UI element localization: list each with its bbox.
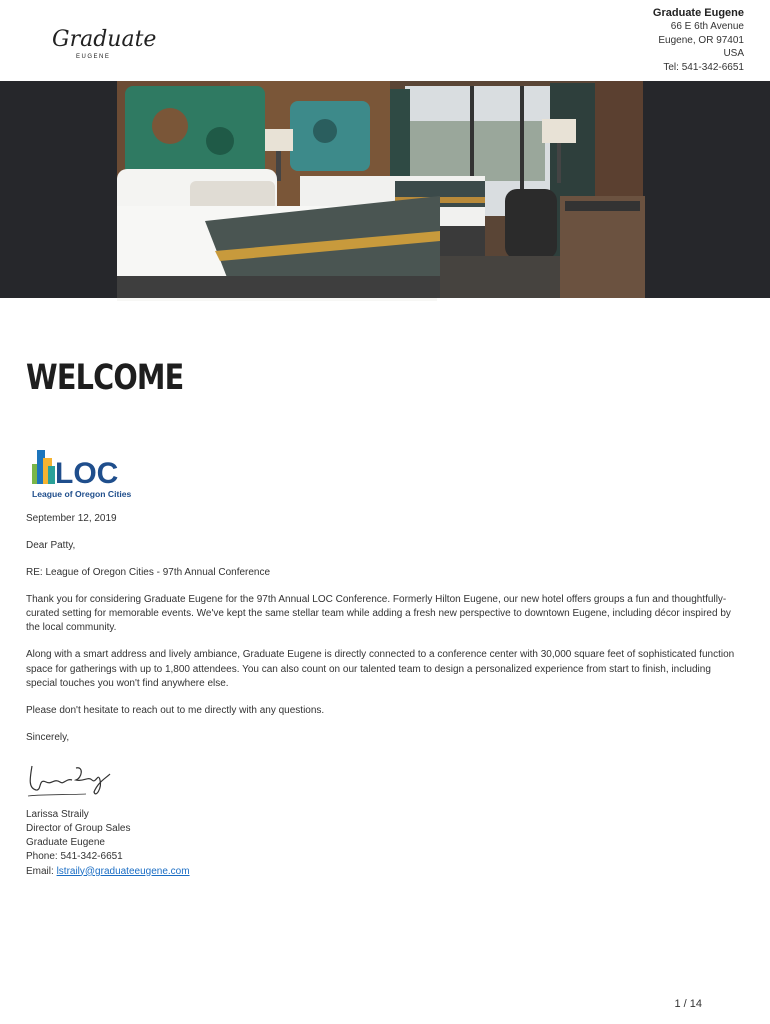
signature-block	[26, 808, 744, 879]
letter-paragraph-3: Please don't hesitate to reach out to me directly with any questions.	[26, 704, 325, 716]
letter-paragraph-1: Thank you for considering Graduate Eugene for the 97th Annual LOC Conference. Formerly Hilton Eugene, our new hotel offers groups a fun and thoughtfully-curated setting for memorable events. We've kept the same stellar team while adding a fresh new perspective to downtown Eugene, including décor inspired by the local community.	[26, 594, 731, 634]
page-indicator: 1 / 14	[674, 998, 702, 1010]
email-link[interactable]: lstraily@graduateeugene.com	[56, 865, 190, 877]
welcome-heading: WELCOME	[26, 358, 184, 398]
email-label: Email:	[26, 865, 57, 877]
graduate-logo	[50, 22, 157, 62]
loc-logo-text: LOC	[55, 457, 119, 490]
signer-name: Larissa Straily	[26, 808, 89, 820]
hotel-phone: Tel: 541-342-6651	[663, 61, 744, 73]
address-line-1: 66 E 6th Avenue	[670, 21, 744, 33]
signer-company: Graduate Eugene	[26, 837, 105, 849]
loc-logo-subtext: League of Oregon Cities	[32, 489, 132, 499]
letter-body	[26, 512, 744, 879]
logo-wordmark: Graduate	[52, 27, 157, 52]
letter-subject: RE: League of Oregon Cities - 97th Annual Conference	[26, 567, 271, 578]
letter-closing: Sincerely,	[26, 731, 70, 743]
letter-paragraph-2: Along with a smart address and lively ambiance, Graduate Eugene is directly connected to a conference center with 30,000 square feet of sophisticated function space for gatherings with up to 1,800 attendees. You can also count on our talented team to design a personalized experience from start to finish, including special touches you won't find anywhere else.	[26, 649, 735, 689]
room-illustration	[0, 81, 770, 298]
address-line-2: Eugene, OR 97401	[658, 34, 744, 46]
loc-logo-mark	[30, 446, 136, 502]
signer-title: Director of Group Sales	[26, 823, 131, 835]
graduate-logo-mark	[50, 22, 157, 62]
hotel-name: Graduate Eugene	[652, 7, 744, 19]
signature-scribble-icon	[26, 758, 116, 802]
hero-room-photo	[0, 81, 770, 298]
logo-subtext: EUGENE	[76, 54, 111, 60]
handwritten-signature	[26, 758, 116, 802]
signer-phone: Phone: 541-342-6651	[26, 851, 123, 863]
address-line-3: USA	[723, 48, 744, 60]
loc-logo	[30, 446, 136, 502]
letter-greeting: Dear Patty,	[26, 540, 76, 551]
hotel-address-block	[653, 7, 744, 74]
signer-email-line	[26, 865, 744, 879]
letter-date: September 12, 2019	[26, 513, 117, 524]
